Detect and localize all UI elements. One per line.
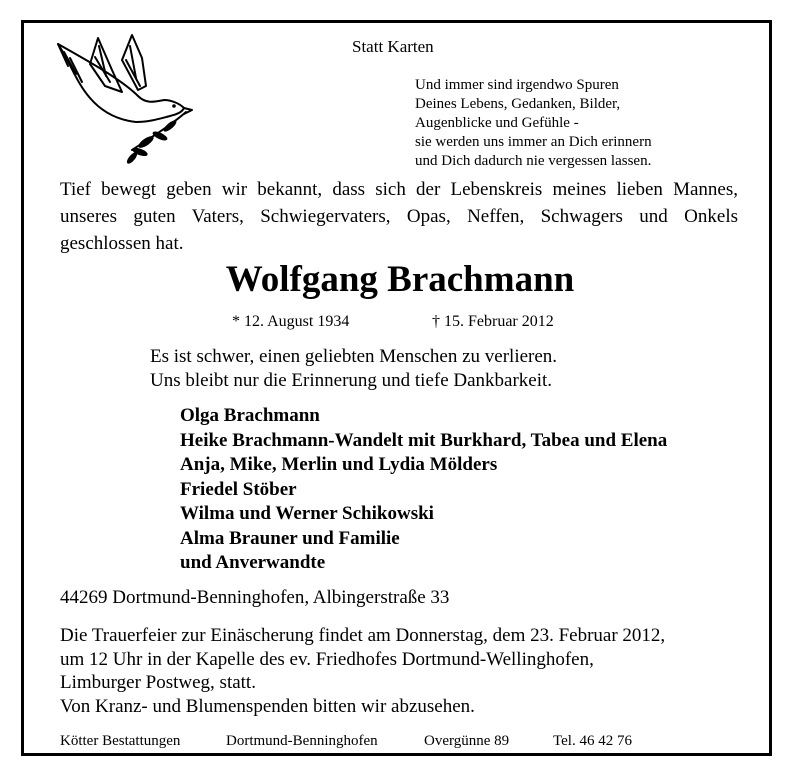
- mourners-list: [180, 404, 667, 576]
- funeral-line: um 12 Uhr in der Kapelle des ev. Friedhofes Dortmund-Wellinghofen,: [60, 648, 594, 670]
- footer-phone: Tel. 46 42 76: [553, 733, 632, 749]
- family-address: 44269 Dortmund-Benninghofen, Albingerstraße 33: [60, 587, 450, 608]
- funeral-details: [60, 624, 665, 718]
- deceased-name: Wolfgang Brachmann: [225, 259, 575, 300]
- poem-line: Deines Lebens, Gedanken, Bilder,: [415, 96, 621, 112]
- mourner: Anja, Mike, Merlin und Lydia Mölders: [180, 454, 498, 475]
- mourner: Friedel Stöber: [180, 478, 297, 500]
- footer-company: Kötter Bestattungen: [60, 733, 181, 749]
- intro-text: [60, 176, 738, 257]
- poem-line: Augenblicke und Gefühle -: [415, 115, 579, 131]
- header-label: Statt Karten: [352, 37, 434, 56]
- mourner: und Anverwandte: [180, 552, 326, 573]
- poem: [415, 76, 652, 171]
- poem-line: sie werden uns immer an Dich erinnern: [415, 134, 652, 150]
- death-date: † 15. Februar 2012: [432, 313, 554, 330]
- intro-line: unseres guten Vaters, Schwiegervaters, Opas, Neffen, Schwagers und Onkels: [60, 206, 738, 227]
- funeral-line: Limburger Postweg, statt.: [60, 672, 256, 693]
- mourner: Olga Brachmann: [180, 405, 320, 426]
- intro-line: geschlossen hat.: [60, 233, 184, 254]
- quote-line: Uns bleibt nur die Erinnerung und tiefe Dankbarkeit.: [150, 370, 553, 391]
- funeral-line: Die Trauerfeier zur Einäscherung findet am Donnerstag, dem 23. Februar 2012,: [60, 625, 666, 646]
- funeral-line: Von Kranz- und Blumenspenden bitten wir abzusehen.: [60, 695, 475, 717]
- dove-with-olive-branch-icon: [50, 30, 200, 165]
- footer-city: Dortmund-Benninghofen: [226, 733, 378, 749]
- mourner: Heike Brachmann-Wandelt mit Burkhard, Tabea und Elena: [180, 429, 668, 451]
- poem-line: Und immer sind irgendwo Spuren: [415, 77, 619, 93]
- mourner: Alma Brauner und Familie: [180, 527, 400, 549]
- intro-line: Tief bewegt geben wir bekannt, dass sich der Lebenskreis meines lieben Mannes,: [60, 179, 738, 200]
- quote: [150, 345, 557, 393]
- quote-line: Es ist schwer, einen geliebten Menschen zu verlieren.: [150, 346, 558, 367]
- birth-date: * 12. August 1934: [232, 313, 350, 330]
- poem-line: und Dich dadurch nie vergessen lassen.: [415, 153, 652, 169]
- footer-street: Overgünne 89: [424, 733, 510, 749]
- mourner: Wilma und Werner Schikowski: [180, 503, 434, 524]
